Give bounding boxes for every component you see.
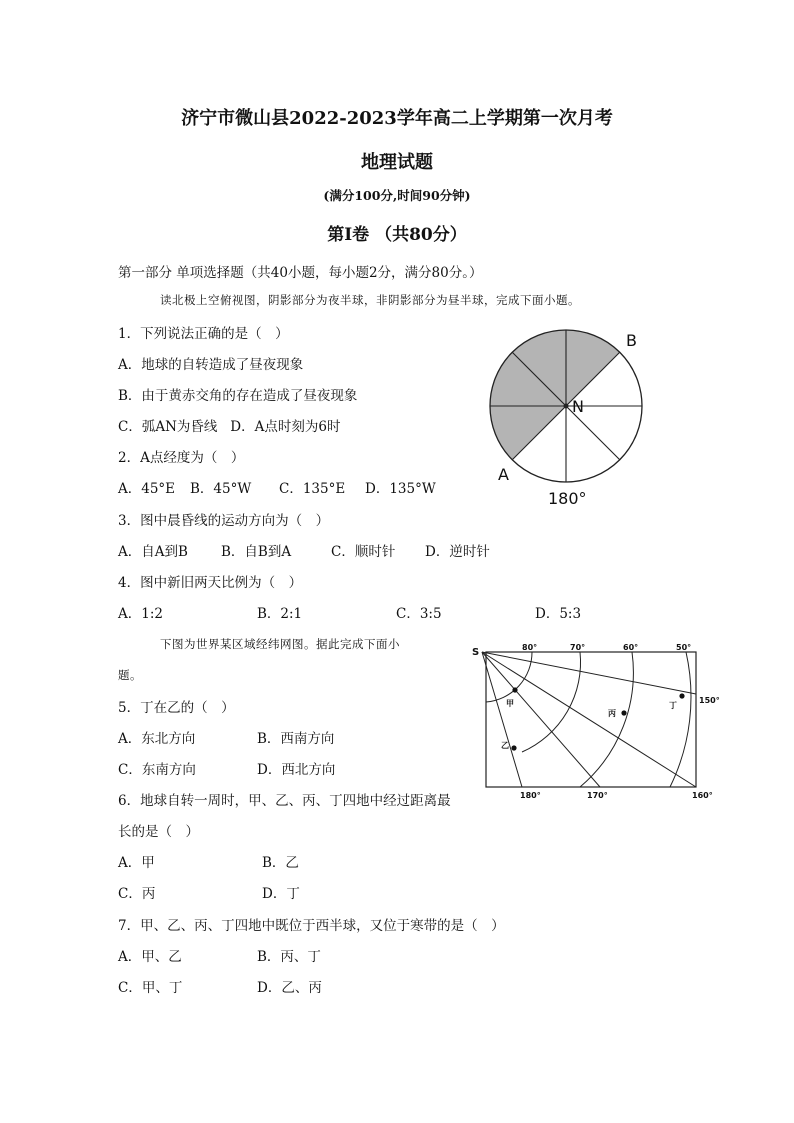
q3-option-c: C．顺时针 bbox=[331, 544, 396, 560]
lead-text-2b: 题。 bbox=[118, 668, 142, 682]
meridians bbox=[482, 652, 696, 787]
volume-title: 第I卷 （共80分） bbox=[327, 225, 467, 245]
q5-option-d: D．西北方向 bbox=[257, 762, 336, 778]
label-lat80: 80° bbox=[522, 643, 538, 652]
question-7-stem: 7．甲、乙、丙、丁四地中既位于西半球，又位于寒带的是（ ） bbox=[118, 918, 505, 934]
q1-options-cd bbox=[118, 415, 340, 435]
q4-option-c: C．3:5 bbox=[396, 606, 442, 622]
q6-option-c: C．丙 bbox=[118, 886, 156, 902]
figure-latlong-grid bbox=[470, 640, 730, 810]
q5-option-c: C．东南方向 bbox=[118, 762, 196, 778]
subject-title: 地理试题 bbox=[361, 152, 433, 173]
part1-heading: 第一部分 单项选择题（共40小题，每小题2分，满分80分。） bbox=[118, 265, 483, 281]
point-ding bbox=[679, 693, 684, 698]
question-6-stem-cont: 长的是（ ） bbox=[118, 824, 199, 840]
question-4-stem: 4．图中新旧两天比例为（ ） bbox=[118, 575, 303, 591]
question-1-stem: 1．下列说法正确的是（ ） bbox=[118, 326, 289, 342]
point-bing bbox=[621, 710, 626, 715]
question-3-stem: 3．图中晨昏线的运动方向为（ ） bbox=[118, 513, 330, 529]
label-b: B bbox=[626, 331, 637, 350]
q4-option-a: A．1:2 bbox=[118, 606, 163, 622]
q2-option-b: B．45°W bbox=[190, 481, 252, 497]
lead-text-1: 读北极上空俯视图，阴影部分为夜半球，非阴影部分为昼半球，完成下面小题。 bbox=[160, 293, 580, 307]
label-bing: 丙 bbox=[608, 709, 616, 718]
q2-option-c: C．135°E bbox=[279, 481, 346, 497]
label-lon160: 160° bbox=[692, 791, 713, 800]
q5-option-b: B．西南方向 bbox=[257, 731, 335, 747]
q1-option-c: C．弧AN为昏线 bbox=[118, 419, 218, 435]
label-jia: 甲 bbox=[506, 699, 514, 708]
label-180: 180° bbox=[548, 489, 587, 508]
night-hemisphere-top bbox=[566, 330, 620, 406]
question-5-stem: 5．丁在乙的（ ） bbox=[118, 700, 235, 716]
q3-option-b: B．自B到A bbox=[221, 544, 292, 560]
q1-option-a: A．地球的自转造成了昼夜现象 bbox=[118, 357, 304, 373]
label-yi: 乙 bbox=[501, 741, 509, 750]
q3-option-d: D．逆时针 bbox=[425, 544, 490, 560]
q2-option-d: D．135°W bbox=[365, 481, 436, 497]
q1-option-d: D．A点时刻为6时 bbox=[230, 419, 341, 435]
label-s: S bbox=[472, 647, 480, 658]
label-lat60: 60° bbox=[623, 643, 639, 652]
q7-option-d: D．乙、丙 bbox=[257, 980, 322, 996]
q5-option-a: A．东北方向 bbox=[118, 731, 196, 747]
label-n: N bbox=[572, 397, 584, 416]
q3-option-a: A．自A到B bbox=[118, 544, 188, 560]
q2-option-a: A．45°E bbox=[118, 481, 176, 497]
q6-option-d: D．丁 bbox=[262, 886, 300, 902]
lead-text-2a: 下图为世界某区域经纬网图。据此完成下面小 bbox=[160, 637, 400, 651]
label-lon180: 180° bbox=[520, 791, 541, 800]
q4-option-d: D．5:3 bbox=[535, 606, 582, 622]
label-lat70: 70° bbox=[570, 643, 586, 652]
q6-option-b: B．乙 bbox=[262, 855, 299, 871]
q7-option-b: B．丙、丁 bbox=[257, 949, 321, 965]
label-lon150: 150° bbox=[699, 696, 720, 705]
label-lat50: 50° bbox=[676, 643, 692, 652]
q7-option-c: C．甲、丁 bbox=[118, 980, 183, 996]
q6-option-a: A．甲 bbox=[118, 855, 155, 871]
label-lon170: 170° bbox=[587, 791, 608, 800]
north-pole-point bbox=[564, 404, 569, 409]
score-time: (满分100分,时间90分钟) bbox=[323, 188, 471, 203]
label-a: A bbox=[498, 465, 509, 484]
figure-polar-view bbox=[470, 320, 660, 515]
point-jia bbox=[512, 687, 517, 692]
question-6-stem: 6．地球自转一周时，甲、乙、丙、丁四地中经过距离最 bbox=[118, 793, 451, 809]
point-yi bbox=[511, 745, 516, 750]
exam-title: 济宁市微山县2022-2023学年高二上学期第一次月考 bbox=[181, 108, 613, 129]
q7-option-a: A．甲、乙 bbox=[118, 949, 182, 965]
q4-option-b: B．2:1 bbox=[257, 606, 303, 622]
label-ding: 丁 bbox=[669, 701, 677, 710]
question-2-stem: 2．A点经度为（ ） bbox=[118, 450, 245, 466]
q1-option-b: B．由于黄赤交角的存在造成了昼夜现象 bbox=[118, 388, 358, 404]
